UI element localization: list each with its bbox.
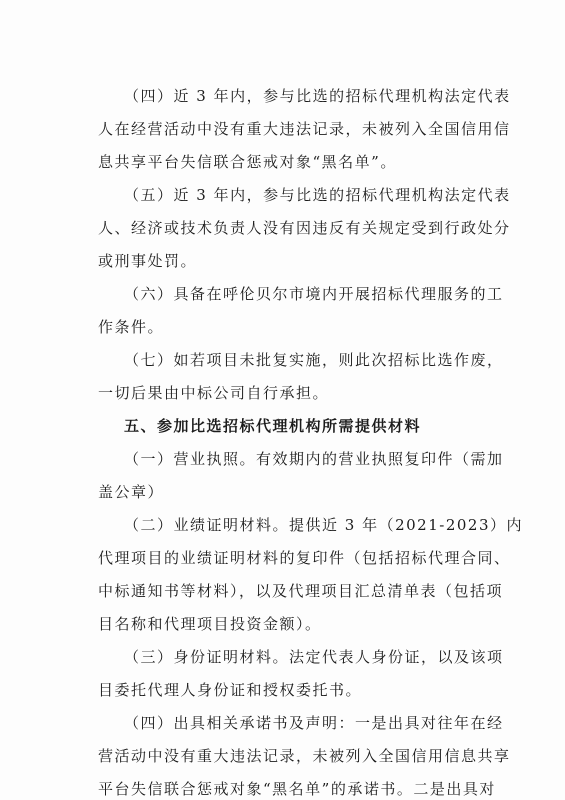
text-line: （四）出具相关承诺书及声明：一是出具对往年在经 — [124, 714, 504, 732]
text-line: 或刑事处罚。 — [98, 252, 198, 270]
text-line: （三）身份证明材料。法定代表人身份证，以及该项 — [124, 648, 504, 666]
text-line: （二）业绩证明材料。提供近 3 年（2021-2023）内 — [124, 516, 523, 534]
text-line: 中标通知书等材料），以及代理项目汇总清单表（包括项 — [98, 582, 504, 600]
text-line: （五）近 3 年内，参与比选的招标代理机构法定代表 — [124, 186, 511, 204]
text-line: （四）近 3 年内，参与比选的招标代理机构法定代表 — [124, 87, 511, 105]
text-line: 目委托代理人身份证和授权委托书。 — [98, 681, 363, 699]
section-heading: 五、参加比选招标代理机构所需提供材料 — [124, 417, 422, 435]
text-line: （一）营业执照。有效期内的营业执照复印件（需加 — [124, 450, 504, 468]
text-line: 营活动中没有重大违法记录，未被列入全国信用信息共享 — [98, 747, 511, 765]
text-line: 人在经营活动中没有重大违法记录，未被列入全国信用信 — [98, 120, 511, 138]
text-line: 盖公章） — [98, 483, 165, 501]
text-line: （六）具备在呼伦贝尔市境内开展招标代理服务的工 — [124, 285, 504, 303]
text-line: 人、经济或技术负责人没有因违反有关规定受到行政处分 — [98, 219, 511, 237]
text-line: （七）如若项目未批复实施，则此次招标比选作废， — [124, 351, 504, 369]
text-line: 一切后果由中标公司自行承担。 — [98, 384, 330, 402]
text-line: 目名称和代理项目投资金额）。 — [98, 615, 322, 633]
text-line: 作条件。 — [98, 318, 165, 336]
text-line: 平台失信联合惩戒对象“黑名单”的承诺书。二是出具对 — [98, 780, 496, 798]
text-line: 代理项目的业绩证明材料的复印件（包括招标代理合同、 — [98, 549, 511, 567]
text-line: 息共享平台失信联合惩戒对象“黑名单”。 — [98, 153, 397, 171]
